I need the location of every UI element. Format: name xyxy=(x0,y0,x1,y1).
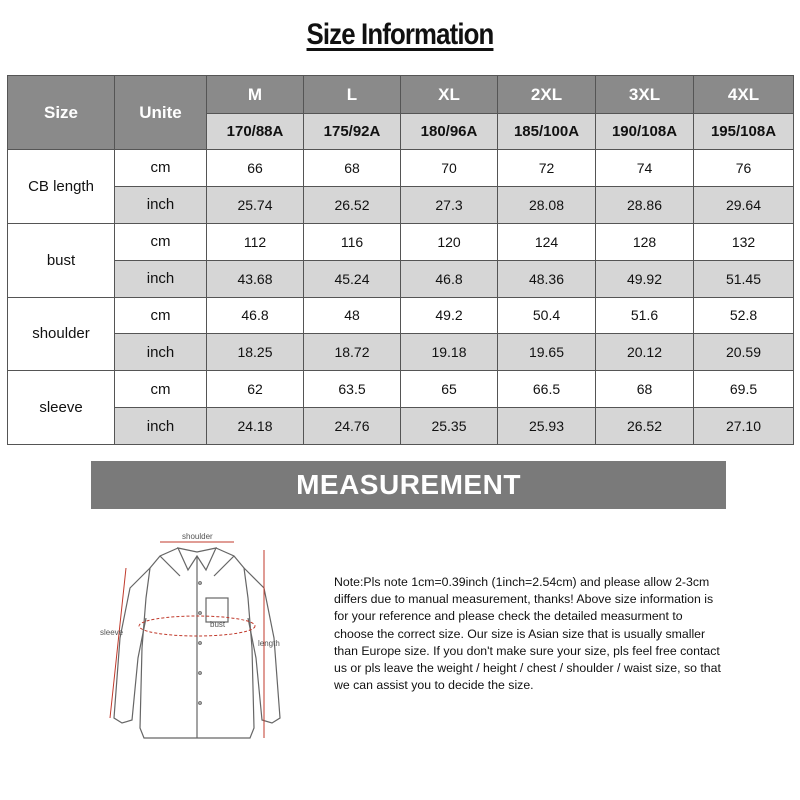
table-cell: 51.6 xyxy=(596,297,694,334)
measurement-banner: MEASUREMENT xyxy=(91,461,726,509)
table-cell: 76 xyxy=(694,150,794,187)
unit-cell: inch xyxy=(115,408,207,445)
table-cell: 116 xyxy=(304,223,401,260)
table-cell: 48.36 xyxy=(498,260,596,297)
table-cell: 46.8 xyxy=(401,260,498,297)
table-cell: 51.45 xyxy=(694,260,794,297)
label-bust: bust xyxy=(210,620,226,629)
table-cell: 62 xyxy=(207,371,304,408)
size-label: 2XL xyxy=(498,76,596,114)
table-cell: 46.8 xyxy=(207,297,304,334)
size-label: XL xyxy=(401,76,498,114)
table-cell: 45.24 xyxy=(304,260,401,297)
size-label: L xyxy=(304,76,401,114)
table-cell: 25.35 xyxy=(401,408,498,445)
label-sleeve: sleeve xyxy=(100,628,124,637)
table-cell: 63.5 xyxy=(304,371,401,408)
table-cell: 27.3 xyxy=(401,186,498,223)
table-cell: 66 xyxy=(207,150,304,187)
table-cell: 18.72 xyxy=(304,334,401,371)
unit-header: Unite xyxy=(115,76,207,150)
size-code: 195/108A xyxy=(694,114,794,150)
label-shoulder: shoulder xyxy=(182,532,213,541)
size-code: 175/92A xyxy=(304,114,401,150)
table-cell: 28.08 xyxy=(498,186,596,223)
unit-cell: cm xyxy=(115,371,207,408)
table-cell: 20.59 xyxy=(694,334,794,371)
unit-cell: inch xyxy=(115,334,207,371)
table-cell: 52.8 xyxy=(694,297,794,334)
size-table xyxy=(7,75,794,445)
table-cell: 70 xyxy=(401,150,498,187)
size-label: M xyxy=(207,76,304,114)
size-note: Note:Pls note 1cm=0.39inch (1inch=2.54cm) and please allow 2-3cm differs due to manual measurement, thanks! Above size information is for your reference and please check the detailed measurment to choose the correct size. Our size is Asian size that is usually smaller than Europe size. If you don't make sure your size, pls feel free contact us or pls leave the weight / height / chest / shoulder / waist size, so that we can assist you to decide the size. xyxy=(334,575,721,693)
unit-cell: cm xyxy=(115,297,207,334)
table-cell: 49.2 xyxy=(401,297,498,334)
table-cell: 132 xyxy=(694,223,794,260)
unit-cell: inch xyxy=(115,260,207,297)
table-cell: 69.5 xyxy=(694,371,794,408)
table-cell: 20.12 xyxy=(596,334,694,371)
table-cell: 48 xyxy=(304,297,401,334)
unit-cell: cm xyxy=(115,150,207,187)
label-length: length xyxy=(258,639,280,648)
table-cell: 26.52 xyxy=(304,186,401,223)
table-cell: 27.10 xyxy=(694,408,794,445)
table-cell: 28.86 xyxy=(596,186,694,223)
row-label-cb-length: CB length xyxy=(8,150,115,224)
table-cell: 49.92 xyxy=(596,260,694,297)
table-cell: 19.65 xyxy=(498,334,596,371)
table-cell: 68 xyxy=(596,371,694,408)
table-cell: 68 xyxy=(304,150,401,187)
table-cell: 65 xyxy=(401,371,498,408)
unit-cell: cm xyxy=(115,223,207,260)
size-code: 170/88A xyxy=(207,114,304,150)
row-label-bust: bust xyxy=(8,223,115,297)
table-cell: 19.18 xyxy=(401,334,498,371)
row-label-sleeve: sleeve xyxy=(8,371,115,445)
table-cell: 50.4 xyxy=(498,297,596,334)
table-cell: 72 xyxy=(498,150,596,187)
table-cell: 43.68 xyxy=(207,260,304,297)
sleeve-measure-line xyxy=(110,568,126,718)
size-code: 185/100A xyxy=(498,114,596,150)
size-code: 180/96A xyxy=(401,114,498,150)
table-cell: 124 xyxy=(498,223,596,260)
table-cell: 66.5 xyxy=(498,371,596,408)
table-cell: 29.64 xyxy=(694,186,794,223)
size-header: Size xyxy=(8,76,115,150)
table-cell: 26.52 xyxy=(596,408,694,445)
table-cell: 25.93 xyxy=(498,408,596,445)
size-label: 4XL xyxy=(694,76,794,114)
size-label: 3XL xyxy=(596,76,694,114)
table-cell: 120 xyxy=(401,223,498,260)
table-cell: 128 xyxy=(596,223,694,260)
table-cell: 24.76 xyxy=(304,408,401,445)
table-cell: 25.74 xyxy=(207,186,304,223)
table-cell: 74 xyxy=(596,150,694,187)
table-cell: 24.18 xyxy=(207,408,304,445)
shirt-measurement-diagram xyxy=(100,528,300,753)
table-cell: 18.25 xyxy=(207,334,304,371)
unit-cell: inch xyxy=(115,186,207,223)
page-title: Size Information xyxy=(306,18,494,51)
row-label-shoulder: shoulder xyxy=(8,297,115,371)
size-code: 190/108A xyxy=(596,114,694,150)
table-cell: 112 xyxy=(207,223,304,260)
